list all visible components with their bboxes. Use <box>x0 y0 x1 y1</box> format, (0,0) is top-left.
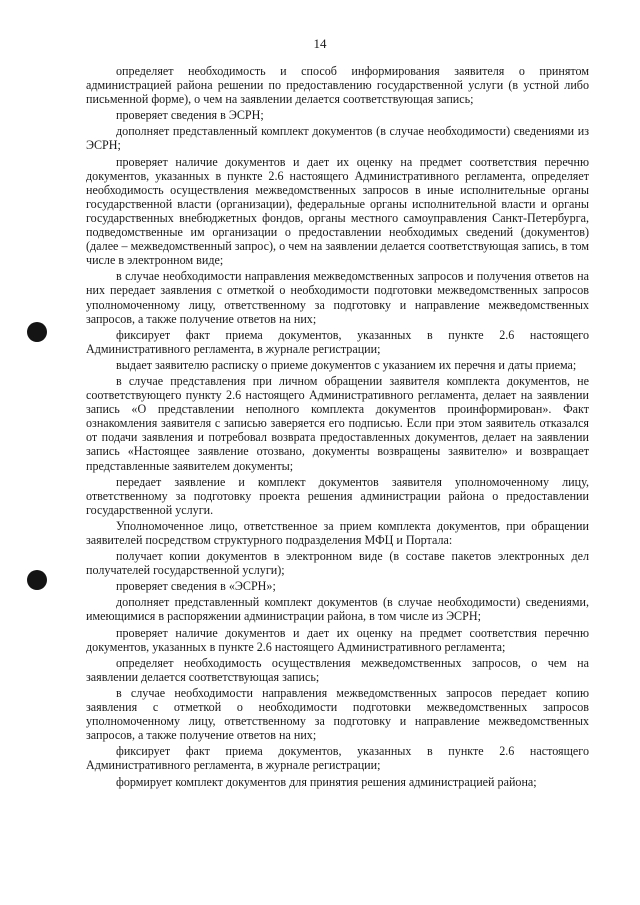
punch-hole-top <box>27 322 47 342</box>
paragraph: проверяет наличие документов и дает их оценку на предмет соответствия перечню документов, указанных в пункте 2.6 настоящего Административного регламента; <box>86 625 589 654</box>
paragraph: определяет необходимость осуществления межведомственных запросов, о чем на заявлении делается соответствующая запись; <box>86 655 589 684</box>
punch-hole-bottom <box>27 570 47 590</box>
paragraph: формирует комплект документов для принятия решения администрацией района; <box>116 774 537 789</box>
page-number: 14 <box>313 36 327 51</box>
paragraph: в случае представления при личном обращении заявителя комплекта документов, не соответствующего пункту 2.6 настоящего Административного регламента, делает на заявлении запись «О представлении неполного комплекта документов проинформирован». Факт ознакомления заявителя с записью заверяется его подписью. Если при этом заявитель отказался от подачи заявления и потребовал возврата предоставленных документов, делает на заявлении запись «Настоящее заявление отозвано, документы возвращены заявителю» и возвращает представленные заявителем документы; <box>86 373 589 473</box>
paragraph: определяет необходимость и способ информирования заявителя о принятом администрацией района решении по предоставлению государственной услуги (в устной либо письменной форме), о чем на заявлении делается соответствующая запись; <box>86 64 589 107</box>
paragraph: проверяет сведения в ЭСРН; <box>116 108 264 123</box>
paragraph: фиксирует факт приема документов, указанных в пункте 2.6 настоящего Административного регламента, в журнале регистрации; <box>86 327 589 356</box>
paragraph: дополняет представленный комплект документов (в случае необходимости) сведениями, имеющимися в распоряжении администрации района, в том числе из ЭСРН; <box>86 595 589 624</box>
paragraph: выдает заявителю расписку о приеме документов с указанием их перечня и даты приема; <box>116 357 577 372</box>
paragraph: передает заявление и комплект документов заявителя уполномоченному лицу, ответственному за подготовку проекта решения администрации района о предоставлении государственной услуги. <box>86 474 589 517</box>
document-body <box>86 64 589 791</box>
paragraph: проверяет наличие документов и дает их оценку на предмет соответствия перечню документов, указанных в пункте 2.6 настоящего Административного регламента, определяет необходимость осуществления межведомственных запросов в иные исполнительные органы государственной власти (организации), федеральные органы исполнительной власти и органы государственных внебюджетных фондов, органы местного самоуправления Санкт-Петербурга, подведомственные им организации о предоставлении необходимых сведений (документов) (далее – межведомственный запрос), о чем на заявлении делается соответствующая запись, в том числе в электронном виде; <box>86 154 589 268</box>
paragraph: дополняет представленный комплект документов (в случае необходимости) сведениями из ЭСРН; <box>86 124 589 153</box>
paragraph: Уполномоченное лицо, ответственное за прием комплекта документов, при обращении заявителей посредством структурного подразделения МФЦ и Портала: <box>86 518 589 547</box>
paragraph: фиксирует факт приема документов, указанных в пункте 2.6 настоящего Административного регламента, в журнале регистрации; <box>86 744 589 773</box>
paragraph: проверяет сведения в «ЭСРН»; <box>116 579 276 594</box>
paragraph: в случае необходимости направления межведомственных запросов и получения ответов на них передает заявления с отметкой о необходимости подготовки межведомственных запросов уполномоченному лицу, ответственному за подготовку и направление межведомственных запросов, а также получение ответов на них; <box>86 269 589 326</box>
paragraph: получает копии документов в электронном виде (в составе пакетов электронных дел получателей государственной услуги); <box>86 549 589 578</box>
paragraph: в случае необходимости направления межведомственных запросов передает копию заявления с отметкой о необходимости подготовки межведомственных запросов уполномоченному лицу, ответственному за подготовку и направление межведомственных запросов, а также получение ответов на них; <box>86 685 589 743</box>
